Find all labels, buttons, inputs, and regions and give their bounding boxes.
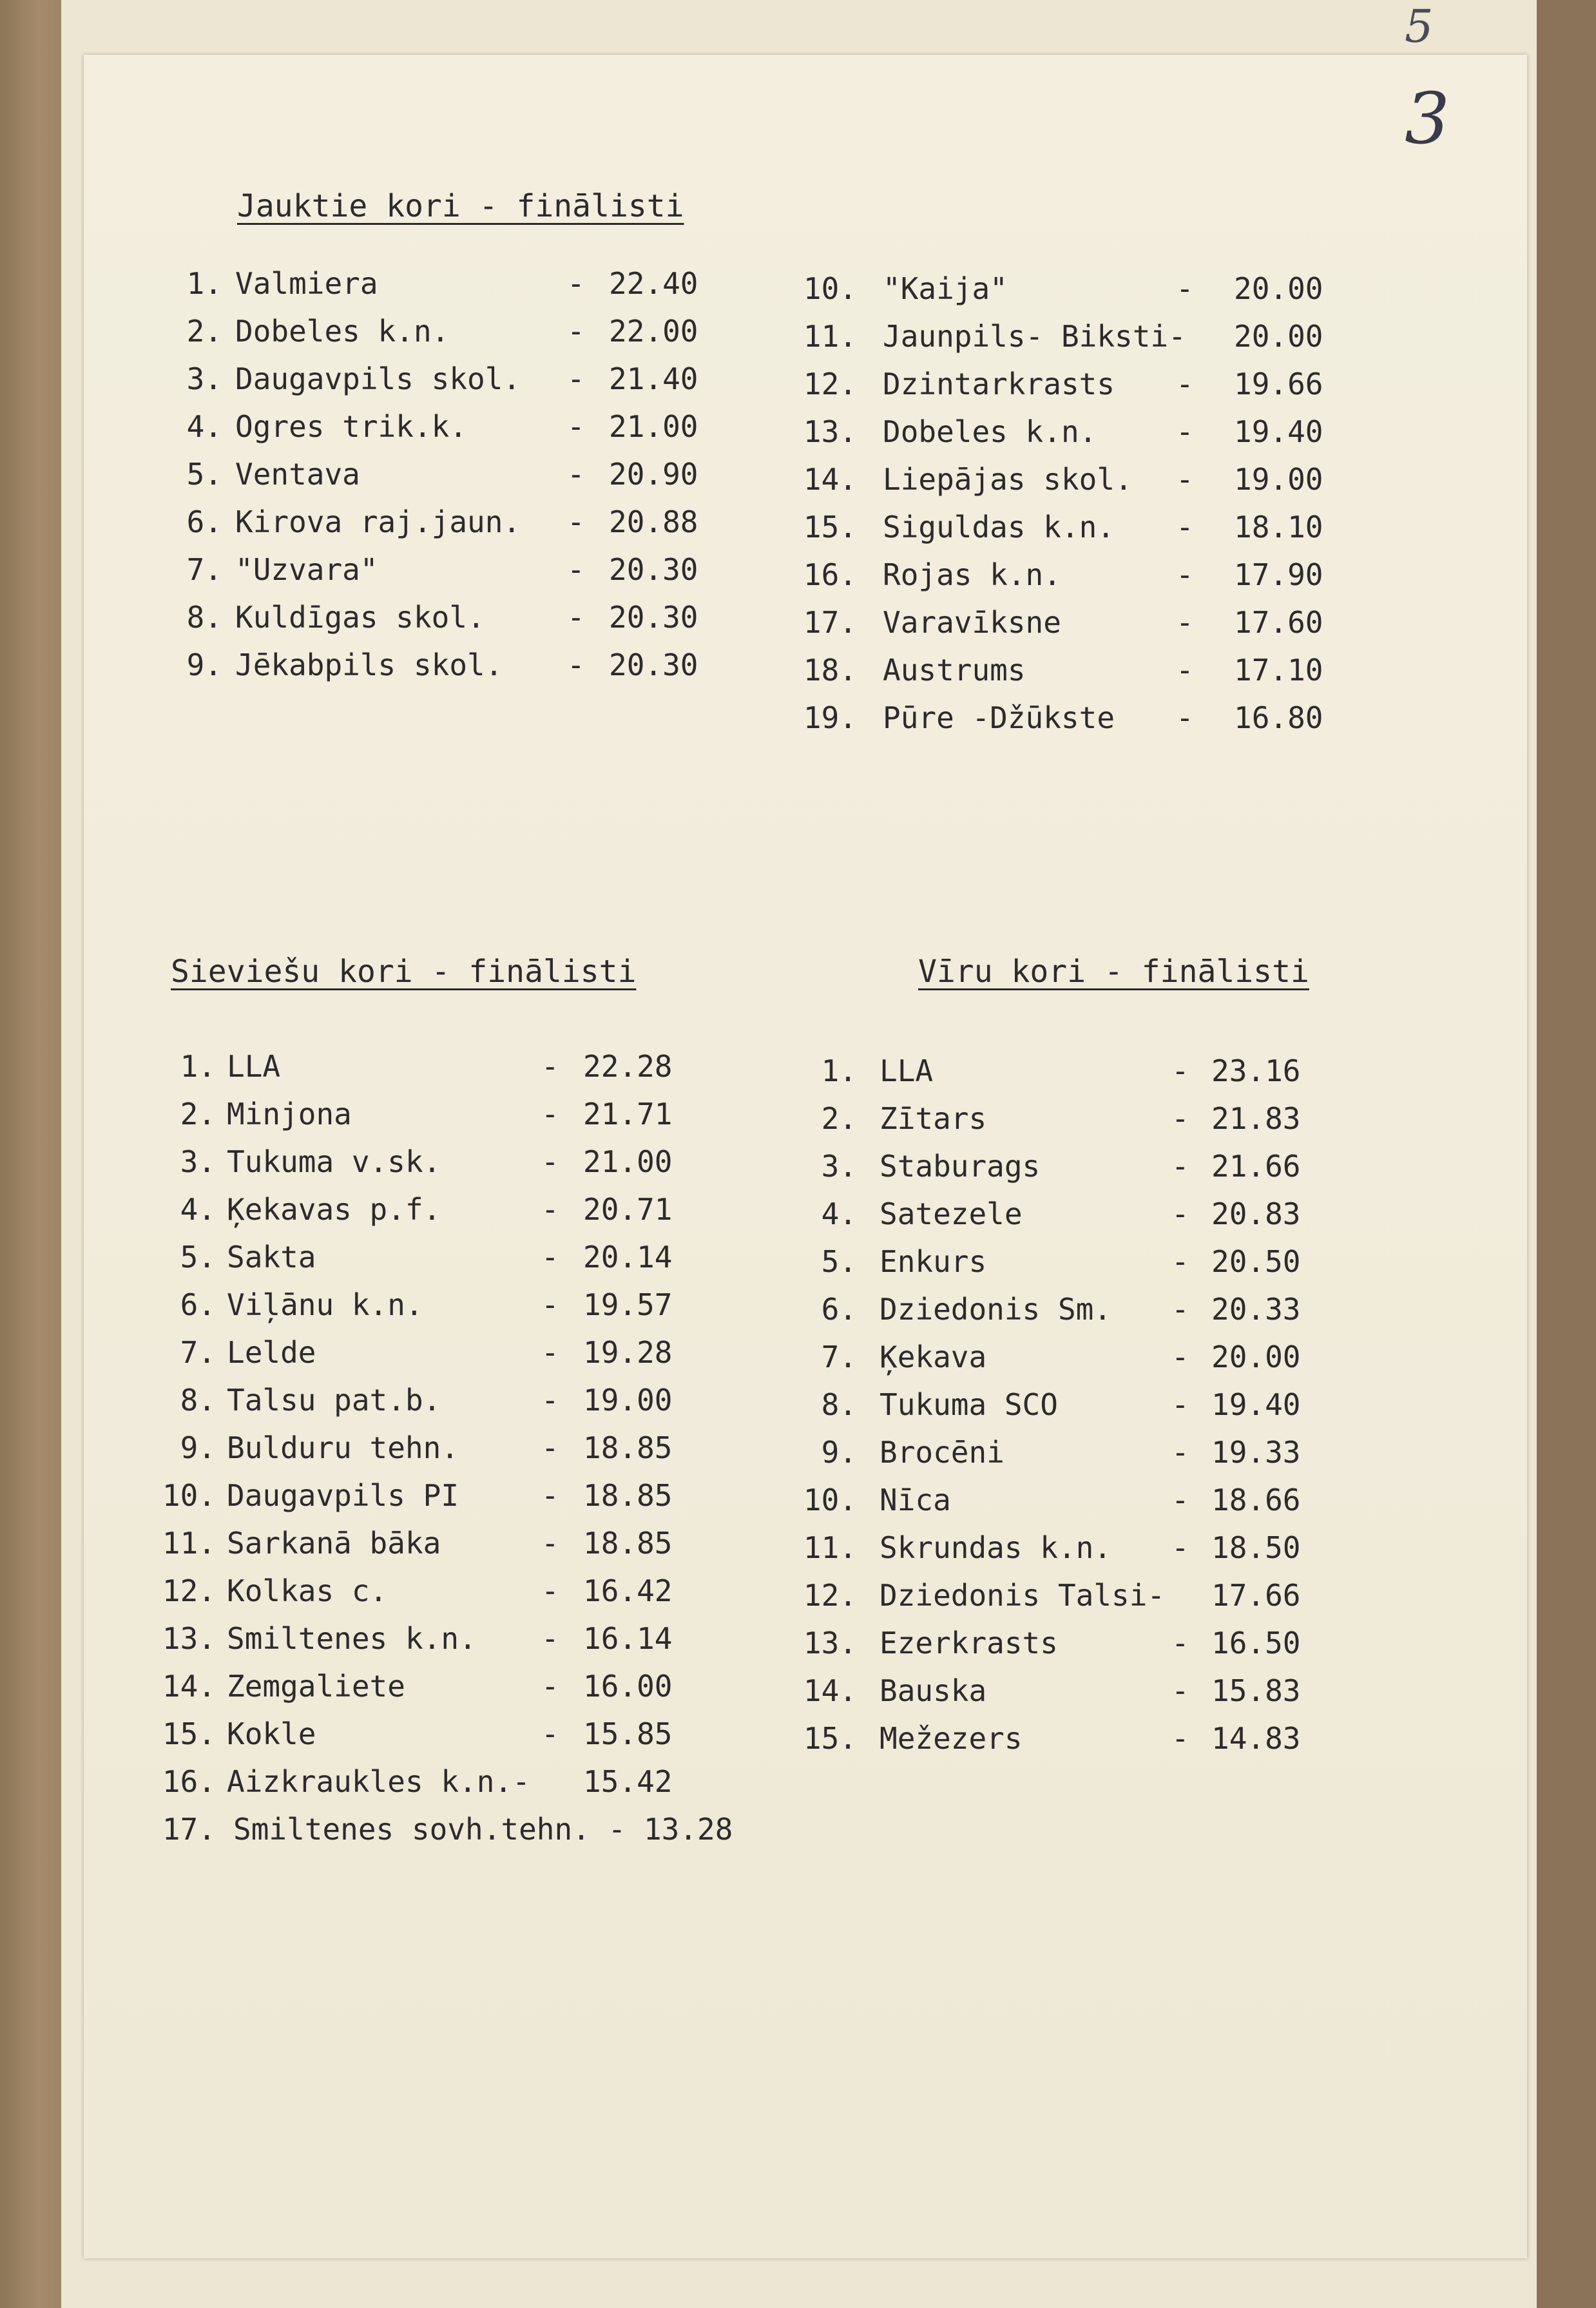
choir-name: Enkurs	[880, 1244, 987, 1279]
score: 21.66	[1211, 1149, 1301, 1184]
choir-name: Sakta	[227, 1240, 316, 1274]
score: 19.33	[1211, 1435, 1301, 1470]
score: 21.40	[609, 361, 698, 396]
score: 17.66	[1211, 1578, 1301, 1613]
score: 16.00	[583, 1669, 673, 1704]
rank: 14.	[162, 1669, 216, 1704]
rank: 5.	[821, 1244, 857, 1279]
dash: -	[541, 1621, 559, 1656]
dash: -	[1171, 1626, 1189, 1660]
rank: 12.	[162, 1573, 216, 1608]
dash: -	[1171, 1053, 1189, 1088]
dash: -	[1176, 414, 1194, 449]
dash: -	[1176, 367, 1194, 401]
rank: 2.	[180, 1097, 216, 1131]
rank: 13.	[162, 1621, 216, 1656]
page-number: 3	[1405, 77, 1450, 160]
score: 17.60	[1234, 605, 1323, 640]
choir-name-score: Smiltenes sovh.tehn. - 13.28	[233, 1812, 733, 1847]
rank: 3.	[821, 1149, 857, 1184]
rank: 3.	[180, 1144, 216, 1179]
choir-name: Varavīksne	[883, 605, 1061, 640]
choir-name: Austrums	[883, 653, 1026, 688]
choir-name: Bulduru tehn.	[227, 1430, 459, 1465]
dash: -	[541, 1192, 559, 1227]
dash: -	[541, 1573, 559, 1608]
choir-name: Sarkanā bāka	[227, 1526, 441, 1561]
dash: -	[1176, 557, 1194, 592]
dash: -	[567, 552, 585, 587]
choir-name: LLA	[227, 1049, 281, 1084]
dash: -	[1171, 1340, 1189, 1374]
dash: -	[1171, 1435, 1189, 1470]
choir-name: Dzintarkrasts	[883, 367, 1115, 401]
dash: -	[1176, 510, 1194, 544]
dash: -	[567, 600, 585, 635]
rank: 13.	[803, 414, 857, 449]
mixed-choirs-heading: Jauktie kori - finālisti	[237, 188, 684, 224]
dash: -	[567, 648, 585, 682]
dash: -	[567, 361, 585, 396]
choir-name: Aizkraukles k.n.-	[227, 1764, 530, 1799]
rank: 6.	[186, 505, 222, 539]
choir-name: Ķekavas p.f.	[227, 1192, 441, 1227]
dash: -	[541, 1669, 559, 1704]
rank: 11.	[803, 1530, 857, 1565]
dash: -	[1176, 462, 1194, 497]
choir-name: Staburags	[880, 1149, 1041, 1184]
score: 20.00	[1211, 1340, 1301, 1374]
dash: -	[1171, 1101, 1189, 1136]
choir-name: Kokle	[227, 1717, 316, 1751]
choir-name: Lelde	[227, 1335, 316, 1370]
dash: -	[567, 266, 585, 301]
choir-name: Daugavpils skol.	[235, 361, 521, 396]
dash: -	[541, 1717, 559, 1751]
dash: -	[567, 457, 585, 492]
score: 18.66	[1211, 1483, 1301, 1517]
dash: -	[541, 1097, 559, 1131]
score: 19.00	[583, 1383, 673, 1418]
score: 20.90	[609, 457, 698, 492]
rank: 9.	[186, 648, 222, 682]
choir-name: Siguldas k.n.	[883, 510, 1115, 544]
score: 19.57	[583, 1287, 673, 1322]
score: 18.85	[583, 1478, 673, 1513]
score: 21.71	[583, 1097, 673, 1131]
rank: 8.	[180, 1383, 216, 1418]
rank: 14.	[803, 1673, 857, 1708]
dash: -	[541, 1240, 559, 1274]
choir-name: Minjona	[227, 1097, 352, 1131]
choir-name: Jaunpils- Biksti-	[883, 319, 1186, 354]
rank: 6.	[821, 1292, 857, 1327]
rank: 7.	[180, 1335, 216, 1370]
score: 15.83	[1211, 1673, 1301, 1708]
score: 17.10	[1234, 653, 1323, 688]
score: 22.28	[583, 1049, 673, 1084]
rank: 16.	[162, 1764, 216, 1799]
score: 14.83	[1211, 1721, 1301, 1756]
score: 21.00	[583, 1144, 673, 1179]
score: 17.90	[1234, 557, 1323, 592]
score: 20.71	[583, 1192, 673, 1227]
score: 20.30	[609, 648, 698, 682]
score: 16.14	[583, 1621, 673, 1656]
score: 16.42	[583, 1573, 673, 1608]
score: 20.88	[609, 505, 698, 539]
score: 18.85	[583, 1430, 673, 1465]
dash: -	[1171, 1292, 1189, 1327]
score: 21.00	[609, 409, 698, 444]
score: 16.50	[1211, 1626, 1301, 1660]
score: 18.50	[1211, 1530, 1301, 1565]
rank: 1.	[821, 1053, 857, 1088]
dash: -	[567, 505, 585, 539]
choir-name: Pūre -Džūkste	[883, 700, 1115, 735]
choir-name: Talsu pat.b.	[227, 1383, 441, 1418]
score: 22.40	[609, 266, 698, 301]
dash: -	[1171, 1530, 1189, 1565]
rank: 10.	[803, 1483, 857, 1517]
choir-name: Zemgaliete	[227, 1669, 405, 1704]
choir-name: Daugavpils PI	[227, 1478, 459, 1513]
score: 19.40	[1211, 1387, 1301, 1422]
rank: 14.	[803, 462, 857, 497]
dash: -	[1176, 605, 1194, 640]
dash: -	[1176, 700, 1194, 735]
dash: -	[541, 1049, 559, 1084]
score: 15.85	[583, 1717, 673, 1751]
rank: 8.	[821, 1387, 857, 1422]
choir-name: "Uzvara"	[235, 552, 378, 587]
rank: 18.	[803, 653, 857, 688]
dash: -	[541, 1383, 559, 1418]
dash: -	[567, 409, 585, 444]
rank: 10.	[803, 271, 857, 306]
choir-name: Brocēni	[880, 1435, 1005, 1470]
choir-name: LLA	[880, 1053, 934, 1088]
rank: 4.	[186, 409, 222, 444]
dash: -	[1171, 1483, 1189, 1517]
dash: -	[1171, 1197, 1189, 1231]
dash: -	[1171, 1673, 1189, 1708]
dash: -	[541, 1287, 559, 1322]
score: 20.33	[1211, 1292, 1301, 1327]
choir-name: Valmiera	[235, 266, 378, 301]
dash: -	[567, 314, 585, 349]
choir-name: Viļānu k.n.	[227, 1287, 423, 1322]
score: 23.16	[1211, 1053, 1301, 1088]
choir-name: Dobeles k.n.	[235, 314, 450, 349]
rank: 15.	[803, 510, 857, 544]
choir-name: Skrundas k.n.	[880, 1530, 1112, 1565]
score: 19.00	[1234, 462, 1323, 497]
archive-mark: 5	[1405, 0, 1434, 53]
score: 19.28	[583, 1335, 673, 1370]
dash: -	[1171, 1721, 1189, 1756]
score: 20.00	[1234, 271, 1323, 306]
rank: 11.	[803, 319, 857, 354]
choir-name: Tukuma SCO	[880, 1387, 1058, 1422]
choir-name: Ventava	[235, 457, 360, 492]
dash: -	[541, 1335, 559, 1370]
choir-name: Ezerkrasts	[880, 1626, 1058, 1660]
dash: -	[1176, 271, 1194, 306]
dash: -	[1171, 1244, 1189, 1279]
rank: 1.	[180, 1049, 216, 1084]
dash: -	[541, 1144, 559, 1179]
choir-name: Ķekava	[880, 1340, 987, 1374]
rank: 4.	[821, 1197, 857, 1231]
women-choirs-heading: Sieviešu kori - finālisti	[171, 954, 637, 990]
rank: 12.	[803, 367, 857, 401]
dash: -	[1171, 1149, 1189, 1184]
choir-name: Mežezers	[880, 1721, 1023, 1756]
rank: 13.	[803, 1626, 857, 1660]
rank: 2.	[186, 314, 222, 349]
choir-name: Bauska	[880, 1673, 987, 1708]
dash: -	[541, 1478, 559, 1513]
score: 22.00	[609, 314, 698, 349]
choir-name: Tukuma v.sk.	[227, 1144, 441, 1179]
choir-name: Satezele	[880, 1197, 1023, 1231]
dash: -	[541, 1430, 559, 1465]
rank: 1.	[186, 266, 222, 301]
choir-name: Smiltenes k.n.	[227, 1621, 477, 1656]
rank: 9.	[180, 1430, 216, 1465]
rank: 10.	[162, 1478, 216, 1513]
rank: 2.	[821, 1101, 857, 1136]
score: 20.00	[1234, 319, 1323, 354]
score: 20.83	[1211, 1197, 1301, 1231]
choir-name: Zītars	[880, 1101, 987, 1136]
choir-name: Kolkas c.	[227, 1573, 388, 1608]
dash: -	[1176, 653, 1194, 688]
rank: 7.	[821, 1340, 857, 1374]
rank: 17.	[803, 605, 857, 640]
score: 18.85	[583, 1526, 673, 1561]
dash: -	[1171, 1387, 1189, 1422]
rank: 5.	[186, 457, 222, 492]
rank: 19.	[803, 700, 857, 735]
choir-name: Dziedonis Talsi-	[880, 1578, 1166, 1613]
rank: 11.	[162, 1526, 216, 1561]
choir-name: Jēkabpils skol.	[235, 648, 503, 682]
score: 19.40	[1234, 414, 1323, 449]
score: 20.30	[609, 600, 698, 635]
rank: 7.	[186, 552, 222, 587]
score: 20.30	[609, 552, 698, 587]
choir-name: Dobeles k.n.	[883, 414, 1097, 449]
choir-name: Rojas k.n.	[883, 557, 1061, 592]
choir-name: Nīca	[880, 1483, 951, 1517]
score: 19.66	[1234, 367, 1323, 401]
score: 20.14	[583, 1240, 673, 1274]
rank: 16.	[803, 557, 857, 592]
choir-name: "Kaija"	[883, 271, 1008, 306]
rank: 8.	[186, 600, 222, 635]
rank: 9.	[821, 1435, 857, 1470]
choir-name: Liepājas skol.	[883, 462, 1133, 497]
rank: 15.	[162, 1717, 216, 1751]
rank: 17.	[162, 1812, 216, 1847]
men-choirs-heading: Vīru kori - finālisti	[918, 954, 1309, 990]
rank: 6.	[180, 1287, 216, 1322]
dash: -	[541, 1526, 559, 1561]
choir-name: Ogres trik.k.	[235, 409, 468, 444]
choir-name: Kuldīgas skol.	[235, 600, 485, 635]
score: 21.83	[1211, 1101, 1301, 1136]
score: 15.42	[583, 1764, 673, 1799]
cardboard-backing	[0, 0, 71, 2308]
choir-name: Dziedonis Sm.	[880, 1292, 1112, 1327]
rank: 15.	[803, 1721, 857, 1756]
score: 18.10	[1234, 510, 1323, 544]
score: 20.50	[1211, 1244, 1301, 1279]
choir-name: Kirova raj.jaun.	[235, 505, 521, 539]
rank: 4.	[180, 1192, 216, 1227]
rank: 5.	[180, 1240, 216, 1274]
rank: 3.	[186, 361, 222, 396]
rank: 12.	[803, 1578, 857, 1613]
score: 16.80	[1234, 700, 1323, 735]
